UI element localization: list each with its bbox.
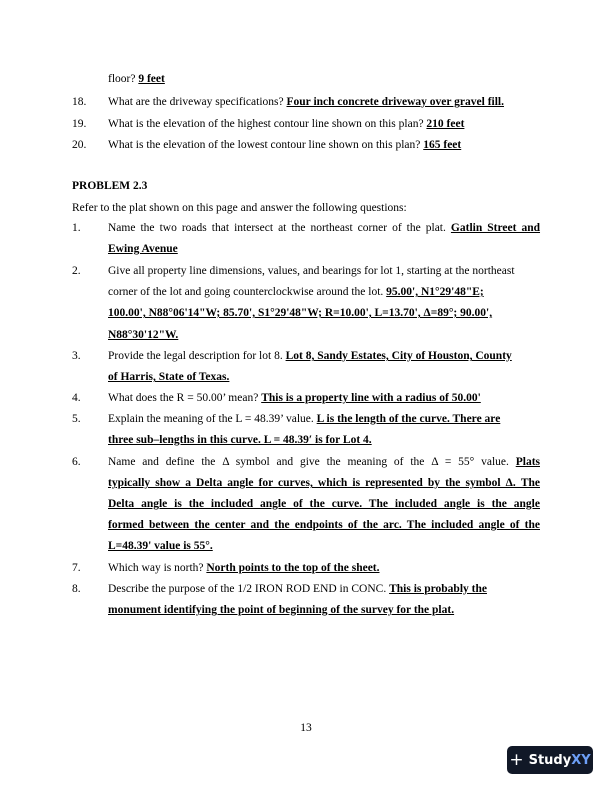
problem-q8-line2 [108,603,540,617]
question-number: 18. [72,96,87,108]
question-number: 20. [72,139,87,151]
brand-accent: XY [571,752,591,768]
question-number: 19. [72,118,87,130]
problem-q6-line4 [108,518,540,532]
problem-q4: What does the R = 50.00’ mean? This is a property line with a radius of 50.00' [108,392,481,404]
answer: 100.00', N88°06'14"W; 85.70', S1°29'48"W; R=10.00', L=13.70', Δ=89°; 90.00', [108,307,493,319]
page-number: 13 [300,722,312,734]
problem-q6-line1: Name and define the Δ symbol and give the meaning of the Δ = 55° value. Plats [108,456,540,468]
problem-q7: Which way is north? North points to the top of the sheet. [108,562,380,574]
answer: formed between the center and the endpoints of the arc. The included angle of the [108,519,540,531]
answer: of Harris, State of Texas. [108,371,230,383]
answer: Gatlin Street and [450,222,541,234]
answer: Lot 8, Sandy Estates, City of Houston, County [285,350,512,362]
question-number: 4. [72,392,81,404]
answer: North points to the top of the sheet. [206,562,380,574]
question-number: 6. [72,456,81,468]
question-number: 5. [72,413,81,425]
question-number: 3. [72,350,81,362]
answer: Plats [515,456,540,468]
answer: Delta angle is the included angle of the curve. The included angle is the angle [108,498,540,510]
problem-q5-line1: Explain the meaning of the L = 48.39’ value. L is the length of the curve. There are [108,413,501,425]
answer: This is a property line with a radius of 50.00' [261,392,481,404]
problem-q2-line1: Give all property line dimensions, values, and bearings for lot 1, starting at the northeast [108,265,515,277]
plus-icon: + [509,750,524,770]
answer: typically show a Delta angle for curves, which is represented by the symbol Δ. The [108,477,540,489]
answer: 210 feet [426,118,465,130]
problem-q1-line2 [108,242,540,256]
question-number: 1. [72,222,81,234]
problem-q5-line2 [108,433,540,447]
answer: N88°30'12"W. [108,329,179,341]
problem-heading: PROBLEM 2.3 [72,180,148,192]
answer: L=48.39' value is 55°. [108,540,213,552]
answer: 95.00', N1°29'48"E; [386,286,484,298]
answer: Four inch concrete driveway over gravel fill. [286,96,504,108]
q17-continuation: floor? 9 feet [108,73,165,85]
answer: L is the length of the curve. There are [316,413,501,425]
problem-q2-line2: corner of the lot and going counterclockwise around the lot. 95.00', N1°29'48"E; [108,286,484,298]
answer: This is probably the [389,583,487,595]
question-19: What is the elevation of the highest contour line shown on this plan? 210 feet [108,118,465,130]
studyxy-logo[interactable] [507,746,593,774]
problem-q6-line5 [108,539,540,553]
problem-intro: Refer to the plat shown on this page and answer the following questions: [72,202,407,214]
problem-q8-line1: Describe the purpose of the 1/2 IRON ROD END in CONC. This is probably the [108,583,487,595]
question-number: 7. [72,562,81,574]
problem-q3-line2 [108,370,540,384]
answer: 165 feet [423,139,462,151]
question-number: 2. [72,265,81,277]
problem-q6-line3 [108,497,540,511]
answer: Ewing Avenue [108,243,178,255]
question-number: 8. [72,583,81,595]
question-18: What are the driveway specifications? Four inch concrete driveway over gravel fill. [108,96,504,108]
answer: three sub–lengths in this curve. L = 48.39′ is for Lot 4. [108,434,372,446]
problem-q2-line4 [108,328,540,342]
problem-q2-line3 [108,306,540,320]
problem-q1-line1: Name the two roads that intersect at the northeast corner of the plat. Gatlin Street and [108,222,541,234]
answer: monument identifying the point of beginning of the survey for the plat. [108,604,455,616]
brand-main: Study [528,752,572,768]
question-20: What is the elevation of the lowest contour line shown on this plan? 165 feet [108,139,462,151]
answer: 9 feet [138,73,165,85]
problem-q6-line2 [108,476,540,490]
problem-q3-line1: Provide the legal description for lot 8. Lot 8, Sandy Estates, City of Houston, County [108,350,512,362]
